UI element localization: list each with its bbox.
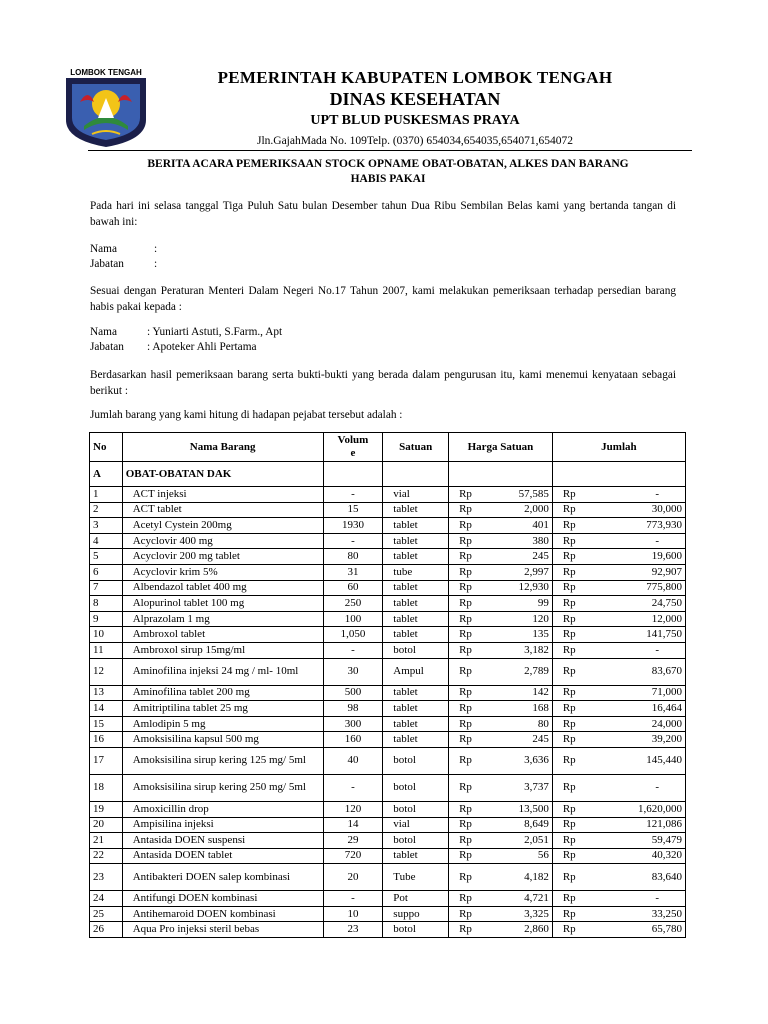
item-unit: Ampul bbox=[383, 658, 449, 685]
item-total: - bbox=[594, 774, 685, 801]
total-currency: Rp bbox=[552, 747, 594, 774]
item-unit: tablet bbox=[383, 685, 449, 701]
table-row bbox=[90, 627, 686, 643]
opening-paragraph: Pada hari ini selasa tanggal Tiga Puluh Satu bulan Desember tahun Dua Ribu Sembilan Belas kami yang bertanda tangan di bawah ini: bbox=[90, 200, 676, 228]
item-unit: suppo bbox=[383, 906, 449, 922]
item-unit: tablet bbox=[383, 518, 449, 534]
item-volume: 120 bbox=[323, 801, 383, 817]
item-unit-price: 57,585 bbox=[490, 487, 552, 503]
item-unit: botol bbox=[383, 774, 449, 801]
item-volume: 80 bbox=[323, 549, 383, 565]
item-volume: - bbox=[323, 891, 383, 907]
findings-paragraph: Berdasarkan hasil pemeriksaan barang serta bukti-bukti yang berada dalam pengurusan itu, kami menemui kenyataan sebagai berikut : bbox=[90, 369, 676, 397]
price-currency: Rp bbox=[449, 801, 491, 817]
item-volume: 1,050 bbox=[323, 627, 383, 643]
item-total: 59,479 bbox=[594, 833, 685, 849]
price-currency: Rp bbox=[449, 716, 491, 732]
price-currency: Rp bbox=[449, 487, 491, 503]
price-currency: Rp bbox=[449, 864, 491, 891]
item-unit-price: 2,051 bbox=[490, 833, 552, 849]
row-number: 14 bbox=[90, 701, 123, 717]
item-total: 773,930 bbox=[594, 518, 685, 534]
item-unit: Pot bbox=[383, 891, 449, 907]
col-header-unit-price: Harga Satuan bbox=[449, 433, 553, 462]
table-row bbox=[90, 580, 686, 596]
item-unit-price: 80 bbox=[490, 716, 552, 732]
item-unit-price: 380 bbox=[490, 533, 552, 549]
total-currency: Rp bbox=[552, 564, 594, 580]
item-volume: - bbox=[323, 642, 383, 658]
item-unit: tablet bbox=[383, 611, 449, 627]
item-name: Ampisilina injeksi bbox=[122, 817, 323, 833]
item-unit: tablet bbox=[383, 627, 449, 643]
total-currency: Rp bbox=[552, 502, 594, 518]
table-row bbox=[90, 564, 686, 580]
row-number: 15 bbox=[90, 716, 123, 732]
item-name: Acyclovir krim 5% bbox=[122, 564, 323, 580]
item-unit-price: 2,789 bbox=[490, 658, 552, 685]
item-total: 141,750 bbox=[594, 627, 685, 643]
total-currency: Rp bbox=[552, 848, 594, 864]
row-number: 26 bbox=[90, 922, 123, 938]
table-row bbox=[90, 906, 686, 922]
item-unit-price: 4,182 bbox=[490, 864, 552, 891]
table-row bbox=[90, 833, 686, 849]
item-unit: tablet bbox=[383, 580, 449, 596]
item-name: Acetyl Cystein 200mg bbox=[122, 518, 323, 534]
item-volume: 20 bbox=[323, 864, 383, 891]
item-unit: tablet bbox=[383, 596, 449, 612]
price-currency: Rp bbox=[449, 732, 491, 748]
lombok-tengah-logo bbox=[62, 68, 150, 148]
row-number: 16 bbox=[90, 732, 123, 748]
item-unit: botol bbox=[383, 922, 449, 938]
item-name: Amitriptilina tablet 25 mg bbox=[122, 701, 323, 717]
item-unit-price: 99 bbox=[490, 596, 552, 612]
item-name: Alopurinol tablet 100 mg bbox=[122, 596, 323, 612]
row-number: 19 bbox=[90, 801, 123, 817]
signer-name-field bbox=[90, 242, 157, 257]
field-label: Nama bbox=[90, 326, 117, 338]
price-currency: Rp bbox=[449, 774, 491, 801]
price-currency: Rp bbox=[449, 611, 491, 627]
col-header-total: Jumlah bbox=[552, 433, 685, 462]
row-number: 8 bbox=[90, 596, 123, 612]
empty-cell bbox=[449, 462, 553, 487]
table-row bbox=[90, 549, 686, 565]
total-currency: Rp bbox=[552, 596, 594, 612]
item-total: 83,640 bbox=[594, 864, 685, 891]
regency-emblem-icon bbox=[62, 68, 150, 148]
count-intro-paragraph: Jumlah barang yang kami hitung di hadapan pejabat tersebut adalah : bbox=[90, 409, 403, 421]
item-name: Acyclovir 400 mg bbox=[122, 533, 323, 549]
field-label: Jabatan bbox=[90, 341, 124, 353]
field-label: Jabatan bbox=[90, 258, 124, 270]
field-value: : Yuniarti Astuti, S.Farm., Apt bbox=[147, 326, 283, 338]
item-unit-price: 245 bbox=[490, 732, 552, 748]
col-header-volume-2: e bbox=[350, 447, 356, 459]
table-body bbox=[90, 462, 686, 938]
price-currency: Rp bbox=[449, 596, 491, 612]
item-volume: - bbox=[323, 533, 383, 549]
price-currency: Rp bbox=[449, 747, 491, 774]
section-code: A bbox=[90, 462, 123, 487]
total-currency: Rp bbox=[552, 906, 594, 922]
field-value: : bbox=[154, 258, 158, 270]
row-number: 23 bbox=[90, 864, 123, 891]
item-volume: 60 bbox=[323, 580, 383, 596]
item-total: 775,800 bbox=[594, 580, 685, 596]
table-row bbox=[90, 716, 686, 732]
total-currency: Rp bbox=[552, 864, 594, 891]
item-unit: tablet bbox=[383, 716, 449, 732]
document-title-line-2: HABIS PAKAI bbox=[350, 173, 426, 185]
table-row bbox=[90, 922, 686, 938]
item-name: Amoksisilina sirup kering 250 mg/ 5ml bbox=[122, 774, 323, 801]
signer-position-field bbox=[90, 257, 157, 272]
section-row bbox=[90, 462, 686, 487]
total-currency: Rp bbox=[552, 518, 594, 534]
item-volume: 100 bbox=[323, 611, 383, 627]
item-volume: 98 bbox=[323, 701, 383, 717]
table-row bbox=[90, 611, 686, 627]
total-currency: Rp bbox=[552, 627, 594, 643]
empty-cell bbox=[552, 462, 685, 487]
item-total: 16,464 bbox=[594, 701, 685, 717]
row-number: 3 bbox=[90, 518, 123, 534]
item-volume: 31 bbox=[323, 564, 383, 580]
item-name: Aqua Pro injeksi steril bebas bbox=[122, 922, 323, 938]
item-unit-price: 8,649 bbox=[490, 817, 552, 833]
item-unit-price: 401 bbox=[490, 518, 552, 534]
item-unit: botol bbox=[383, 833, 449, 849]
table-row bbox=[90, 774, 686, 801]
price-currency: Rp bbox=[449, 817, 491, 833]
item-volume: 500 bbox=[323, 685, 383, 701]
price-currency: Rp bbox=[449, 891, 491, 907]
total-currency: Rp bbox=[552, 580, 594, 596]
row-number: 21 bbox=[90, 833, 123, 849]
col-header-no: No bbox=[90, 433, 123, 462]
item-name: Antasida DOEN suspensi bbox=[122, 833, 323, 849]
item-volume: 40 bbox=[323, 747, 383, 774]
field-value: : Apoteker Ahli Pertama bbox=[147, 341, 257, 353]
field-label: Nama bbox=[90, 243, 117, 255]
item-unit-price: 245 bbox=[490, 549, 552, 565]
price-currency: Rp bbox=[449, 701, 491, 717]
item-total: 121,086 bbox=[594, 817, 685, 833]
price-currency: Rp bbox=[449, 533, 491, 549]
item-unit-price: 56 bbox=[490, 848, 552, 864]
row-number: 10 bbox=[90, 627, 123, 643]
letterhead bbox=[150, 68, 680, 150]
item-unit: Tube bbox=[383, 864, 449, 891]
letterhead-department: DINAS KESEHATAN bbox=[329, 89, 501, 109]
table-row bbox=[90, 732, 686, 748]
row-number: 24 bbox=[90, 891, 123, 907]
total-currency: Rp bbox=[552, 487, 594, 503]
row-number: 6 bbox=[90, 564, 123, 580]
item-unit: tube bbox=[383, 564, 449, 580]
price-currency: Rp bbox=[449, 848, 491, 864]
item-unit: tablet bbox=[383, 732, 449, 748]
header-divider bbox=[88, 150, 692, 151]
document-title bbox=[90, 157, 686, 187]
item-total: 92,907 bbox=[594, 564, 685, 580]
item-name: Amoksisilina sirup kering 125 mg/ 5ml bbox=[122, 747, 323, 774]
row-number: 12 bbox=[90, 658, 123, 685]
price-currency: Rp bbox=[449, 502, 491, 518]
price-currency: Rp bbox=[449, 922, 491, 938]
examinee-name-field bbox=[90, 325, 282, 340]
item-name: Acyclovir 200 mg tablet bbox=[122, 549, 323, 565]
total-currency: Rp bbox=[552, 716, 594, 732]
row-number: 7 bbox=[90, 580, 123, 596]
table-row bbox=[90, 864, 686, 891]
item-unit-price: 120 bbox=[490, 611, 552, 627]
item-volume: 250 bbox=[323, 596, 383, 612]
table-row bbox=[90, 848, 686, 864]
table-row bbox=[90, 685, 686, 701]
total-currency: Rp bbox=[552, 801, 594, 817]
row-number: 4 bbox=[90, 533, 123, 549]
total-currency: Rp bbox=[552, 685, 594, 701]
examinee-position-field bbox=[90, 340, 257, 355]
row-number: 20 bbox=[90, 817, 123, 833]
table-row bbox=[90, 817, 686, 833]
item-unit-price: 135 bbox=[490, 627, 552, 643]
price-currency: Rp bbox=[449, 658, 491, 685]
item-volume: 15 bbox=[323, 502, 383, 518]
table-row bbox=[90, 518, 686, 534]
document-title-line-1: BERITA ACARA PEMERIKSAAN STOCK OPNAME OBAT-OBATAN, ALKES DAN BARANG bbox=[147, 158, 629, 170]
letterhead-unit: UPT BLUD PUSKESMAS PRAYA bbox=[310, 113, 520, 128]
item-volume: 10 bbox=[323, 906, 383, 922]
table-row bbox=[90, 747, 686, 774]
table-row bbox=[90, 801, 686, 817]
item-name: Amoxicillin drop bbox=[122, 801, 323, 817]
item-unit: tablet bbox=[383, 848, 449, 864]
item-total: 40,320 bbox=[594, 848, 685, 864]
item-name: Aminofilina tablet 200 mg bbox=[122, 685, 323, 701]
item-total: - bbox=[594, 642, 685, 658]
item-volume: - bbox=[323, 774, 383, 801]
row-number: 11 bbox=[90, 642, 123, 658]
col-header-unit: Satuan bbox=[383, 433, 449, 462]
item-unit: botol bbox=[383, 801, 449, 817]
price-currency: Rp bbox=[449, 580, 491, 596]
item-total: 24,000 bbox=[594, 716, 685, 732]
item-total: 39,200 bbox=[594, 732, 685, 748]
item-volume: 14 bbox=[323, 817, 383, 833]
item-name: Antibakteri DOEN salep kombinasi bbox=[122, 864, 323, 891]
item-unit-price: 2,000 bbox=[490, 502, 552, 518]
item-unit-price: 3,636 bbox=[490, 747, 552, 774]
row-number: 9 bbox=[90, 611, 123, 627]
item-total: 145,440 bbox=[594, 747, 685, 774]
item-total: 19,600 bbox=[594, 549, 685, 565]
item-volume: 30 bbox=[323, 658, 383, 685]
row-number: 5 bbox=[90, 549, 123, 565]
row-number: 13 bbox=[90, 685, 123, 701]
item-name: Ambroxol sirup 15mg/ml bbox=[122, 642, 323, 658]
total-currency: Rp bbox=[552, 533, 594, 549]
item-unit-price: 12,930 bbox=[490, 580, 552, 596]
total-currency: Rp bbox=[552, 611, 594, 627]
price-currency: Rp bbox=[449, 685, 491, 701]
total-currency: Rp bbox=[552, 701, 594, 717]
total-currency: Rp bbox=[552, 732, 594, 748]
item-total: 1,620,000 bbox=[594, 801, 685, 817]
total-currency: Rp bbox=[552, 549, 594, 565]
item-unit: tablet bbox=[383, 549, 449, 565]
total-currency: Rp bbox=[552, 891, 594, 907]
logo-caption: LOMBOK TENGAH bbox=[70, 68, 142, 77]
item-unit-price: 4,721 bbox=[490, 891, 552, 907]
item-volume: - bbox=[323, 487, 383, 503]
table-row bbox=[90, 642, 686, 658]
item-unit-price: 3,182 bbox=[490, 642, 552, 658]
table-row bbox=[90, 596, 686, 612]
row-number: 17 bbox=[90, 747, 123, 774]
item-name: ACT injeksi bbox=[122, 487, 323, 503]
item-unit-price: 168 bbox=[490, 701, 552, 717]
price-currency: Rp bbox=[449, 518, 491, 534]
item-total: 30,000 bbox=[594, 502, 685, 518]
item-total: 83,670 bbox=[594, 658, 685, 685]
section-name: OBAT-OBATAN DAK bbox=[122, 462, 323, 487]
table-header-row bbox=[90, 433, 686, 462]
field-value: : bbox=[154, 243, 158, 255]
item-name: Alprazolam 1 mg bbox=[122, 611, 323, 627]
price-currency: Rp bbox=[449, 549, 491, 565]
row-number: 25 bbox=[90, 906, 123, 922]
item-name: Ambroxol tablet bbox=[122, 627, 323, 643]
table-row bbox=[90, 658, 686, 685]
item-total: 71,000 bbox=[594, 685, 685, 701]
item-total: - bbox=[594, 487, 685, 503]
item-unit-price: 2,997 bbox=[490, 564, 552, 580]
total-currency: Rp bbox=[552, 833, 594, 849]
item-volume: 300 bbox=[323, 716, 383, 732]
empty-cell bbox=[383, 462, 449, 487]
total-currency: Rp bbox=[552, 658, 594, 685]
item-unit-price: 3,737 bbox=[490, 774, 552, 801]
item-volume: 1930 bbox=[323, 518, 383, 534]
item-unit: botol bbox=[383, 642, 449, 658]
letterhead-government: PEMERINTAH KABUPATEN LOMBOK TENGAH bbox=[217, 68, 613, 87]
item-unit: tablet bbox=[383, 533, 449, 549]
item-name: Aminofilina injeksi 24 mg / ml- 10ml bbox=[122, 658, 323, 685]
item-name: Antasida DOEN tablet bbox=[122, 848, 323, 864]
item-unit: vial bbox=[383, 817, 449, 833]
item-unit: botol bbox=[383, 747, 449, 774]
table-row bbox=[90, 891, 686, 907]
item-name: Amoksisilina kapsul 500 mg bbox=[122, 732, 323, 748]
row-number: 2 bbox=[90, 502, 123, 518]
item-name: Amlodipin 5 mg bbox=[122, 716, 323, 732]
item-total: 24,750 bbox=[594, 596, 685, 612]
regulation-paragraph: Sesuai dengan Peraturan Menteri Dalam Negeri No.17 Tahun 2007, kami melakukan pemeriksaan terhadap persedian barang habis pakai kepada : bbox=[90, 285, 676, 313]
item-volume: 720 bbox=[323, 848, 383, 864]
total-currency: Rp bbox=[552, 774, 594, 801]
item-name: Antihemaroid DOEN kombinasi bbox=[122, 906, 323, 922]
price-currency: Rp bbox=[449, 833, 491, 849]
col-header-volume bbox=[323, 433, 383, 462]
price-currency: Rp bbox=[449, 642, 491, 658]
price-currency: Rp bbox=[449, 564, 491, 580]
item-volume: 29 bbox=[323, 833, 383, 849]
item-unit: tablet bbox=[383, 701, 449, 717]
item-name: ACT tablet bbox=[122, 502, 323, 518]
item-unit-price: 2,860 bbox=[490, 922, 552, 938]
item-total: - bbox=[594, 891, 685, 907]
row-number: 22 bbox=[90, 848, 123, 864]
item-total: - bbox=[594, 533, 685, 549]
row-number: 18 bbox=[90, 774, 123, 801]
price-currency: Rp bbox=[449, 627, 491, 643]
row-number: 1 bbox=[90, 487, 123, 503]
table-row bbox=[90, 701, 686, 717]
col-header-volume-1: Volum bbox=[337, 434, 369, 446]
item-name: Albendazol tablet 400 mg bbox=[122, 580, 323, 596]
item-unit-price: 142 bbox=[490, 685, 552, 701]
table-row bbox=[90, 487, 686, 503]
item-volume: 160 bbox=[323, 732, 383, 748]
total-currency: Rp bbox=[552, 817, 594, 833]
item-total: 33,250 bbox=[594, 906, 685, 922]
letterhead-address: Jln.GajahMada No. 109Telp. (0370) 654034,654035,654071,654072 bbox=[256, 135, 574, 147]
table-row bbox=[90, 502, 686, 518]
stock-opname-table bbox=[89, 432, 686, 938]
item-name: Antifungi DOEN kombinasi bbox=[122, 891, 323, 907]
table-row bbox=[90, 533, 686, 549]
empty-cell bbox=[323, 462, 383, 487]
price-currency: Rp bbox=[449, 906, 491, 922]
item-unit: vial bbox=[383, 487, 449, 503]
item-total: 12,000 bbox=[594, 611, 685, 627]
total-currency: Rp bbox=[552, 922, 594, 938]
total-currency: Rp bbox=[552, 642, 594, 658]
col-header-name: Nama Barang bbox=[122, 433, 323, 462]
item-unit-price: 13,500 bbox=[490, 801, 552, 817]
item-total: 65,780 bbox=[594, 922, 685, 938]
item-unit-price: 3,325 bbox=[490, 906, 552, 922]
item-volume: 23 bbox=[323, 922, 383, 938]
item-unit: tablet bbox=[383, 502, 449, 518]
